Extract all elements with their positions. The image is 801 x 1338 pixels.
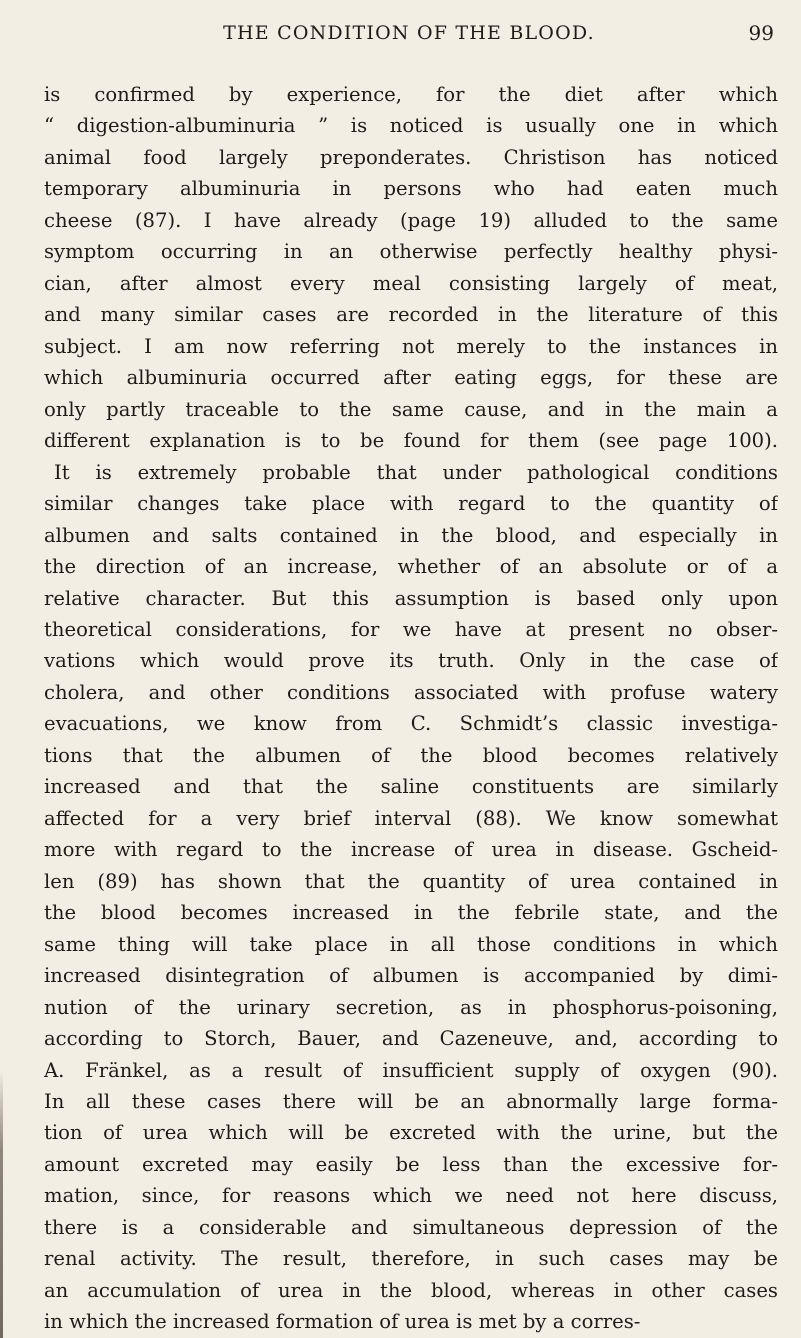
text-line: renal activity. The result, therefore, in such cases may be xyxy=(44,1247,778,1271)
text-line: len (89) has shown that the quantity of urea contained in xyxy=(44,869,778,893)
text-line: animal food largely preponderates. Christison has noticed xyxy=(44,145,778,169)
text-line: according to Storch, Bauer, and Cazeneuve, and, according to xyxy=(44,1027,778,1051)
text-line: more with regard to the increase of urea in disease. Gscheid- xyxy=(44,838,778,862)
text-line: symptom occurring in an otherwise perfectly healthy physi- xyxy=(44,240,778,264)
page-edge-shadow xyxy=(0,1070,3,1338)
text-line: temporary albuminuria in persons who had eaten much xyxy=(44,177,778,201)
text-line: different explanation is to be found for them (see page 100). xyxy=(44,429,778,453)
text-line: in which the increased formation of urea is met by a corres- xyxy=(44,1310,641,1334)
text-line: same thing will take place in all those conditions in which xyxy=(44,932,778,956)
text-line: In all these cases there will be an abnormally large forma- xyxy=(44,1090,778,1113)
text-line: affected for a very brief interval (88). We know somewhat xyxy=(44,806,778,830)
text-line: “ digestion-albuminuria ” is noticed is usually one in which xyxy=(44,114,778,138)
text-line: vations which would prove its truth. Only in the case of xyxy=(44,649,778,673)
text-line: theoretical considerations, for we have at present no obser- xyxy=(44,617,778,641)
text-line: the blood becomes increased in the febrile state, and the xyxy=(44,901,778,925)
text-line: and many similar cases are recorded in the literature of this xyxy=(44,303,778,327)
text-line: relative character. But this assumption is based only upon xyxy=(44,586,778,610)
text-line: amount excreted may easily be less than the excessive for- xyxy=(44,1152,778,1176)
text-line: increased disintegration of albumen is accompanied by dimi- xyxy=(44,964,778,988)
running-title: THE CONDITION OF THE BLOOD. xyxy=(223,22,595,44)
text-line: cholera, and other conditions associated with profuse watery xyxy=(44,680,778,704)
text-line: increased and that the saline constituents are similarly xyxy=(44,775,778,799)
text-line: albumen and salts contained in the blood, and especially in xyxy=(44,523,778,547)
text-line: tion of urea which will be excreted with the urine, but the xyxy=(44,1121,778,1145)
page-number: 99 xyxy=(748,21,774,45)
text-line: an accumulation of urea in the blood, whereas in other cases xyxy=(44,1278,778,1302)
text-line: cian, after almost every meal consisting largely of meat, xyxy=(44,271,778,295)
text-line: A. Fränkel, as a result of insufficient supply of oxygen (90). xyxy=(44,1058,778,1082)
text-line: only partly traceable to the same cause, and in the main a xyxy=(44,397,778,421)
text-line: nution of the urinary secretion, as in phosphorus-poisoning, xyxy=(44,995,778,1019)
running-head xyxy=(44,18,774,48)
body-text xyxy=(44,79,778,1338)
text-line: the direction of an increase, whether of an absolute or of a xyxy=(44,555,778,579)
text-line: tions that the albumen of the blood becomes relatively xyxy=(44,743,778,767)
text-line: subject. I am now referring not merely to the instances in xyxy=(44,334,778,358)
text-line: cheese (87). I have already (page 19) alluded to the same xyxy=(44,208,778,232)
text-line: mation, since, for reasons which we need not here discuss, xyxy=(44,1184,778,1208)
text-line: is confirmed by experience, for the diet after which xyxy=(44,83,778,106)
text-line: there is a considerable and simultaneous depression of the xyxy=(44,1215,778,1239)
text-line: which albuminuria occurred after eating eggs, for these are xyxy=(44,366,778,390)
text-line: It is extremely probable that under pathological conditions xyxy=(54,460,778,484)
text-line: similar changes take place with regard to the quantity of xyxy=(44,492,778,516)
text-line: evacuations, we know from C. Schmidt’s classic investiga- xyxy=(44,712,778,736)
